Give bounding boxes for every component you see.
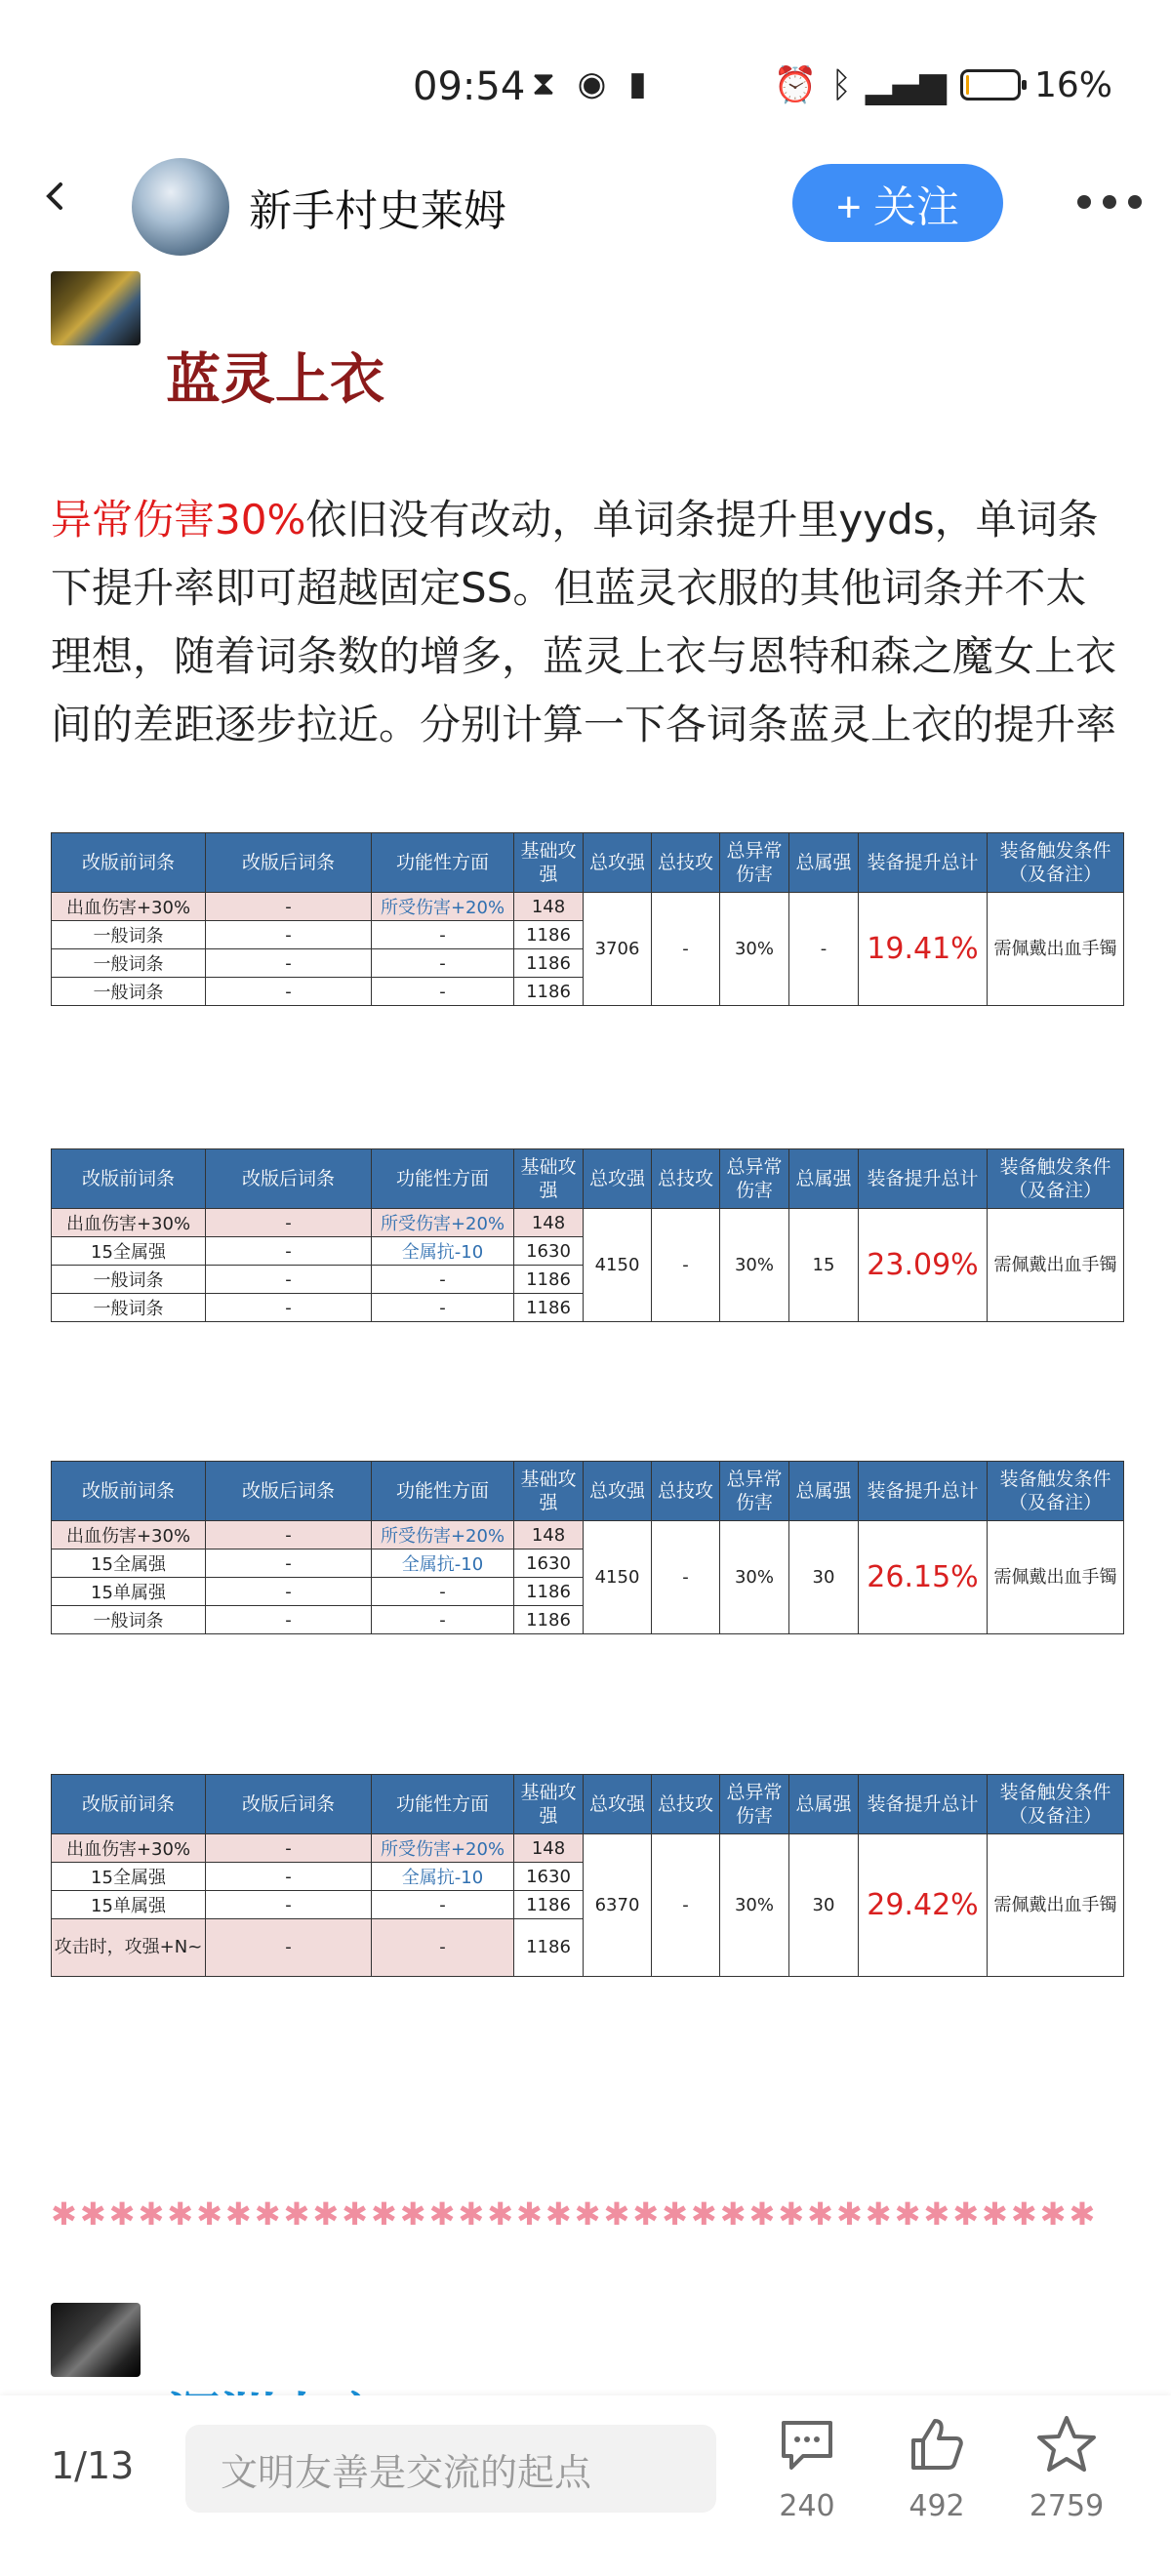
table-cell-func: - [372, 978, 514, 1006]
table-cell-total-atk: 3706 [584, 893, 652, 1006]
comment-input[interactable]: 文明友善是交流的起点 [185, 2425, 716, 2513]
favorite-count: 2759 [1029, 2489, 1105, 2523]
table-cell-after: - [206, 1578, 372, 1606]
author-name[interactable]: 新手村史莱姆 [249, 186, 506, 236]
table-header-cell: 装备触发条件（及备注） [988, 1149, 1124, 1209]
table-cell-base: 1186 [514, 1606, 584, 1634]
table-header-cell: 基础攻强 [514, 1462, 584, 1521]
table-cell-func: 所受伤害+20% [372, 1209, 514, 1237]
table-cell-before: 一般词条 [52, 921, 206, 949]
table-cell-total: 26.15% [859, 1521, 988, 1634]
stats-table-1 [51, 832, 1124, 1006]
table-cell-func: 全属抗-10 [372, 1550, 514, 1578]
table-cell-base: 1630 [514, 1863, 584, 1891]
item-image-blue-spirit-top [51, 271, 141, 345]
table-cell-after: - [206, 1521, 372, 1550]
table-cell-base: 1186 [514, 1919, 584, 1977]
favorite-button[interactable] [1008, 2413, 1125, 2523]
table-cell-before: 一般词条 [52, 978, 206, 1006]
table-header-cell: 总攻强 [584, 1462, 652, 1521]
stats-table-2 [51, 1148, 1124, 1322]
table-header-cell: 装备触发条件（及备注） [988, 833, 1124, 893]
table-header-cell: 总技攻 [652, 833, 720, 893]
table-header-cell: 改版前词条 [52, 833, 206, 893]
table-header-cell: 总属强 [789, 1462, 859, 1521]
table-cell-total-elem: 30 [789, 1834, 859, 1977]
table-cell-func: 所受伤害+20% [372, 1834, 514, 1863]
like-count: 492 [909, 2489, 965, 2523]
table-cell-before: 一般词条 [52, 1606, 206, 1634]
table-cell-base: 1186 [514, 921, 584, 949]
table-header-cell: 改版后词条 [206, 1462, 372, 1521]
table-row [52, 1209, 1124, 1237]
author-avatar[interactable] [132, 158, 229, 256]
table-cell-base: 1186 [514, 1891, 584, 1919]
stats-table-3 [51, 1461, 1124, 1634]
table-header-cell: 装备提升总计 [859, 1775, 988, 1834]
table-cell-note: 需佩戴出血手镯 [988, 1209, 1124, 1322]
paragraph-highlight: 异常伤害30% [51, 496, 306, 543]
table-cell-total-atk: 4150 [584, 1521, 652, 1634]
table-cell-after: - [206, 1209, 372, 1237]
table-header-cell: 装备提升总计 [859, 1462, 988, 1521]
table-header-row [52, 1775, 1124, 1834]
comment-count: 240 [779, 2489, 835, 2523]
table-cell-total-elem: 15 [789, 1209, 859, 1322]
table-cell-base: 1186 [514, 978, 584, 1006]
section-divider: ✱✱✱✱✱✱✱✱✱✱✱✱✱✱✱✱✱✱✱✱✱✱✱✱✱✱✱✱✱✱✱✱✱✱✱✱ [51, 2195, 1099, 2233]
table-cell-after: - [206, 921, 372, 949]
table-header-row [52, 833, 1124, 893]
table-header-cell: 总技攻 [652, 1462, 720, 1521]
table-header-cell: 总属强 [789, 1149, 859, 1209]
table-cell-after: - [206, 1834, 372, 1863]
table-cell-note: 需佩戴出血手镯 [988, 1521, 1124, 1634]
table-header-cell: 总属强 [789, 833, 859, 893]
table-cell-after: - [206, 1237, 372, 1266]
table-cell-base: 1630 [514, 1550, 584, 1578]
table-cell-base: 148 [514, 893, 584, 921]
table-cell-total-abn: 30% [720, 1521, 789, 1634]
table-row [52, 1521, 1124, 1550]
table-header-cell: 总技攻 [652, 1149, 720, 1209]
table-cell-after: - [206, 1863, 372, 1891]
table-cell-total: 19.41% [859, 893, 988, 1006]
table-cell-func: - [372, 949, 514, 978]
table-cell-total-atk: 4150 [584, 1209, 652, 1322]
table-cell-base: 1630 [514, 1237, 584, 1266]
section-title: 蓝灵上衣 [166, 348, 384, 412]
table-cell-before: 15全属强 [52, 1550, 206, 1578]
table-header-cell: 改版后词条 [206, 1149, 372, 1209]
status-notification-icons: ⧗ ◉ ▮ [532, 64, 653, 103]
table-cell-base: 1186 [514, 1578, 584, 1606]
table-cell-note: 需佩戴出血手镯 [988, 893, 1124, 1006]
item-image-abyss-top [51, 2303, 141, 2377]
table-header-cell: 装备提升总计 [859, 1149, 988, 1209]
status-system-icons [773, 64, 1112, 105]
table-header-cell: 总攻强 [584, 1775, 652, 1834]
table-cell-after: - [206, 1606, 372, 1634]
table-cell-before: 15单属强 [52, 1891, 206, 1919]
table-cell-total-atk: 6370 [584, 1834, 652, 1977]
table-cell-func: 所受伤害+20% [372, 893, 514, 921]
table-header-cell: 总异常伤害 [720, 1775, 789, 1834]
table-cell-base: 1186 [514, 1266, 584, 1294]
table-header-row [52, 1149, 1124, 1209]
table-cell-total-abn: 30% [720, 1209, 789, 1322]
table-cell-total-abn: 30% [720, 893, 789, 1006]
table-header-row [52, 1462, 1124, 1521]
table-cell-func: 全属抗-10 [372, 1237, 514, 1266]
stats-table-4 [51, 1774, 1124, 1977]
follow-button[interactable]: + 关注 [792, 164, 1003, 242]
table-cell-func: - [372, 1266, 514, 1294]
table-cell-total-elem: - [789, 893, 859, 1006]
table-cell-before: 攻击时，攻强+N~ [52, 1919, 206, 1977]
star-icon [1035, 2413, 1098, 2475]
table-row [52, 893, 1124, 921]
post-header [0, 146, 1171, 263]
table-cell-func: - [372, 1294, 514, 1322]
table-header-cell: 基础攻强 [514, 1775, 584, 1834]
table-header-cell: 装备触发条件（及备注） [988, 1775, 1124, 1834]
table-header-cell: 总异常伤害 [720, 1462, 789, 1521]
comment-icon [776, 2413, 838, 2475]
table-cell-after: - [206, 893, 372, 921]
like-icon [906, 2413, 968, 2475]
table-cell-total-elem: 30 [789, 1521, 859, 1634]
table-cell-after: - [206, 1266, 372, 1294]
table-cell-before: 一般词条 [52, 1294, 206, 1322]
like-button[interactable] [878, 2413, 995, 2523]
table-cell-func: - [372, 921, 514, 949]
table-header-cell: 基础攻强 [514, 833, 584, 893]
table-cell-before: 15单属强 [52, 1578, 206, 1606]
table-cell-before: 15全属强 [52, 1863, 206, 1891]
table-cell-func: 所受伤害+20% [372, 1521, 514, 1550]
alarm-icon: ⏰ [773, 65, 818, 105]
table-cell-after: - [206, 949, 372, 978]
status-bar [0, 0, 1171, 146]
table-header-cell: 功能性方面 [372, 1149, 514, 1209]
signal-icon: ▂▄▆ [865, 64, 947, 105]
table-cell-before: 一般词条 [52, 1266, 206, 1294]
table-cell-base: 1186 [514, 1294, 584, 1322]
table-header-cell: 装备触发条件（及备注） [988, 1462, 1124, 1521]
table-cell-base: 1186 [514, 949, 584, 978]
table-header-cell: 功能性方面 [372, 1775, 514, 1834]
table-cell-func: - [372, 1578, 514, 1606]
comment-button[interactable] [748, 2413, 866, 2523]
table-cell-after: - [206, 1919, 372, 1977]
table-header-cell: 总异常伤害 [720, 833, 789, 893]
battery-percent: 16% [1033, 64, 1112, 105]
table-cell-after: - [206, 1891, 372, 1919]
table-cell-base: 148 [514, 1521, 584, 1550]
table-cell-before: 出血伤害+30% [52, 893, 206, 921]
table-header-cell: 改版前词条 [52, 1462, 206, 1521]
table-header-cell: 改版前词条 [52, 1775, 206, 1834]
table-cell-after: - [206, 1294, 372, 1322]
table-header-cell: 总属强 [789, 1775, 859, 1834]
table-cell-total: 29.42% [859, 1834, 988, 1977]
status-time: 09:54 [413, 64, 526, 109]
more-icon[interactable] [1077, 195, 1142, 209]
table-cell-total: 23.09% [859, 1209, 988, 1322]
table-cell-before: 出血伤害+30% [52, 1521, 206, 1550]
table-header-cell: 基础攻强 [514, 1149, 584, 1209]
table-cell-base: 148 [514, 1834, 584, 1863]
table-header-cell: 功能性方面 [372, 833, 514, 893]
page-indicator: 1/13 [51, 2444, 135, 2487]
battery-icon [960, 69, 1021, 101]
back-icon[interactable] [41, 181, 70, 211]
table-cell-total-skill: - [652, 1521, 720, 1634]
table-header-cell: 改版后词条 [206, 1775, 372, 1834]
table-cell-after: - [206, 978, 372, 1006]
table-cell-func: - [372, 1919, 514, 1977]
table-cell-base: 148 [514, 1209, 584, 1237]
table-cell-func: - [372, 1606, 514, 1634]
table-header-cell: 总技攻 [652, 1775, 720, 1834]
table-header-cell: 总异常伤害 [720, 1149, 789, 1209]
table-cell-total-skill: - [652, 1834, 720, 1977]
table-cell-before: 15全属强 [52, 1237, 206, 1266]
bluetooth-icon: ᛒ [830, 64, 852, 105]
bottom-action-bar [0, 2395, 1171, 2576]
table-cell-total-skill: - [652, 1209, 720, 1322]
table-header-cell: 改版后词条 [206, 833, 372, 893]
table-cell-func: - [372, 1891, 514, 1919]
table-cell-before: 一般词条 [52, 949, 206, 978]
table-header-cell: 总攻强 [584, 1149, 652, 1209]
table-cell-func: 全属抗-10 [372, 1863, 514, 1891]
table-cell-before: 出血伤害+30% [52, 1209, 206, 1237]
table-cell-total-abn: 30% [720, 1834, 789, 1977]
table-header-cell: 改版前词条 [52, 1149, 206, 1209]
table-cell-note: 需佩戴出血手镯 [988, 1834, 1124, 1977]
table-header-cell: 功能性方面 [372, 1462, 514, 1521]
paragraph-text: 依旧没有改动，单词条提升里yyds，单词条下提升率即可超越固定SS。但蓝灵衣服的其他词条并不太理想，随着词条数的增多，蓝灵上衣与恩特和森之魔女上衣间的差距逐步拉近。分别计算一下各词条蓝灵上衣的提升率 [51, 496, 1117, 748]
table-cell-before: 出血伤害+30% [52, 1834, 206, 1863]
table-cell-after: - [206, 1550, 372, 1578]
table-row [52, 1834, 1124, 1863]
table-header-cell: 装备提升总计 [859, 833, 988, 893]
table-cell-total-skill: - [652, 893, 720, 1006]
section-paragraph [51, 486, 1124, 759]
table-header-cell: 总攻强 [584, 833, 652, 893]
